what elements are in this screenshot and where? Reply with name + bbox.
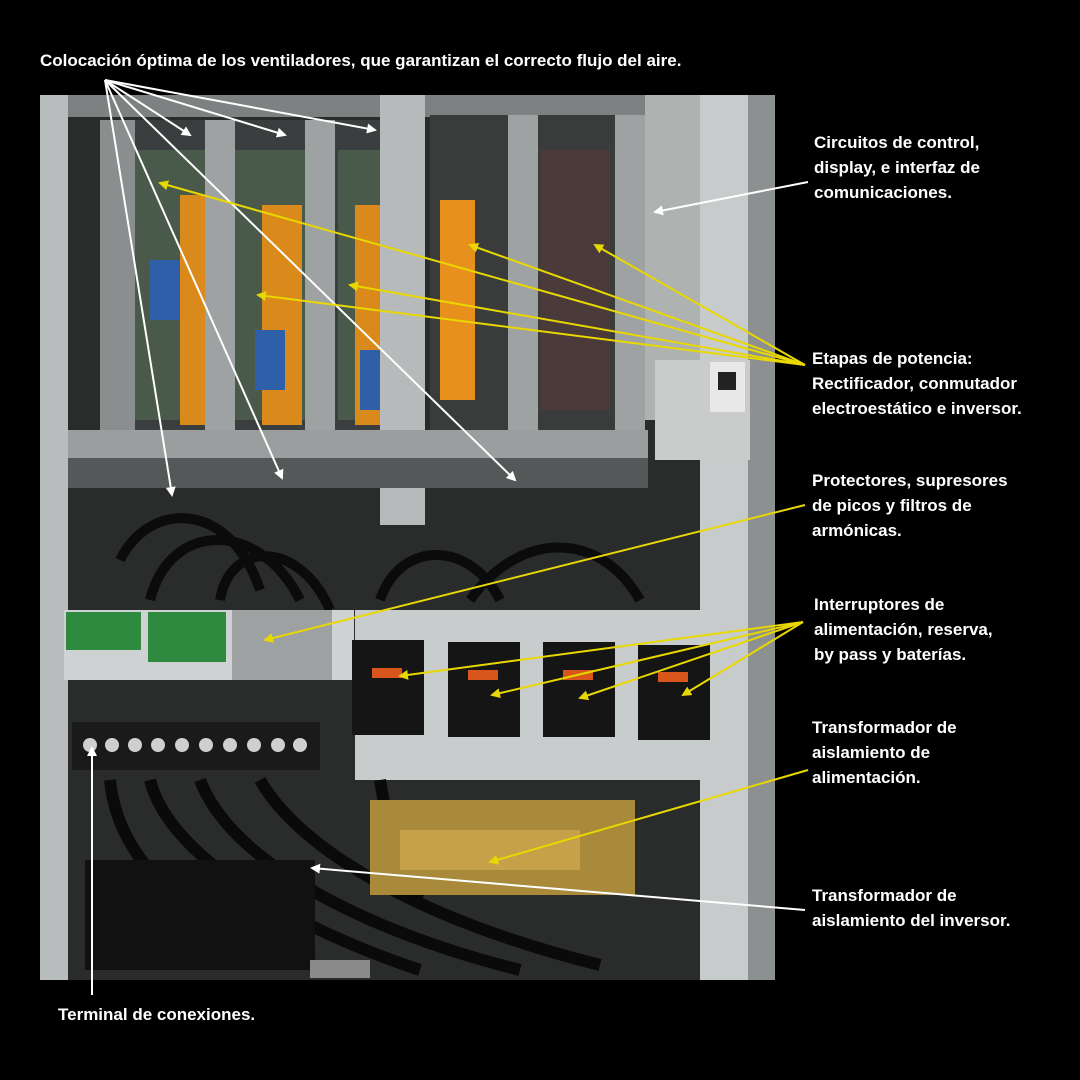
caption-line: electroestático e inversor. <box>812 399 1022 418</box>
supply-transformer-caption <box>812 715 957 790</box>
inverter-transformer-caption <box>812 883 1010 933</box>
caption-line: Circuitos de control, <box>814 133 980 152</box>
inverter-transformer <box>85 860 315 970</box>
caption-line: Transformador de <box>812 886 957 905</box>
power-modules <box>100 115 645 445</box>
caption-line: by pass y baterías. <box>814 645 967 664</box>
right-frame-edge <box>748 95 775 980</box>
caption-line: de picos y filtros de <box>812 496 972 515</box>
terminal-caption <box>58 1002 255 1027</box>
power-stages-caption <box>812 346 1022 421</box>
caption-line: Interruptores de <box>814 595 945 614</box>
caption-line: Etapas de potencia: <box>812 349 973 368</box>
caption-line: display, e interfaz de <box>814 158 980 177</box>
caption-line: Protectores, supresores <box>812 471 1008 490</box>
caption-line: armónicas. <box>812 521 902 540</box>
caption-line: aislamiento del inversor. <box>812 911 1011 930</box>
left-frame <box>40 95 68 980</box>
module-shelf <box>68 430 648 458</box>
caption-line: aislamiento de <box>812 743 931 762</box>
caption-line: alimentación. <box>812 768 921 787</box>
switches-caption <box>814 592 993 667</box>
caption-line: Rectificador, conmutador <box>812 374 1017 393</box>
protectors-caption <box>812 468 1008 543</box>
caption-line: Colocación óptima de los ventiladores, que garantizan el correcto flujo del aire. <box>40 51 682 70</box>
caption-line: Transformador de <box>812 718 957 737</box>
fans-caption <box>40 48 681 73</box>
caption-line: alimentación, reserva, <box>814 620 993 639</box>
caption-line: comunicaciones. <box>814 183 952 202</box>
control-caption <box>814 130 980 205</box>
caption-line: Terminal de conexiones. <box>58 1005 256 1024</box>
right-frame <box>700 95 748 980</box>
